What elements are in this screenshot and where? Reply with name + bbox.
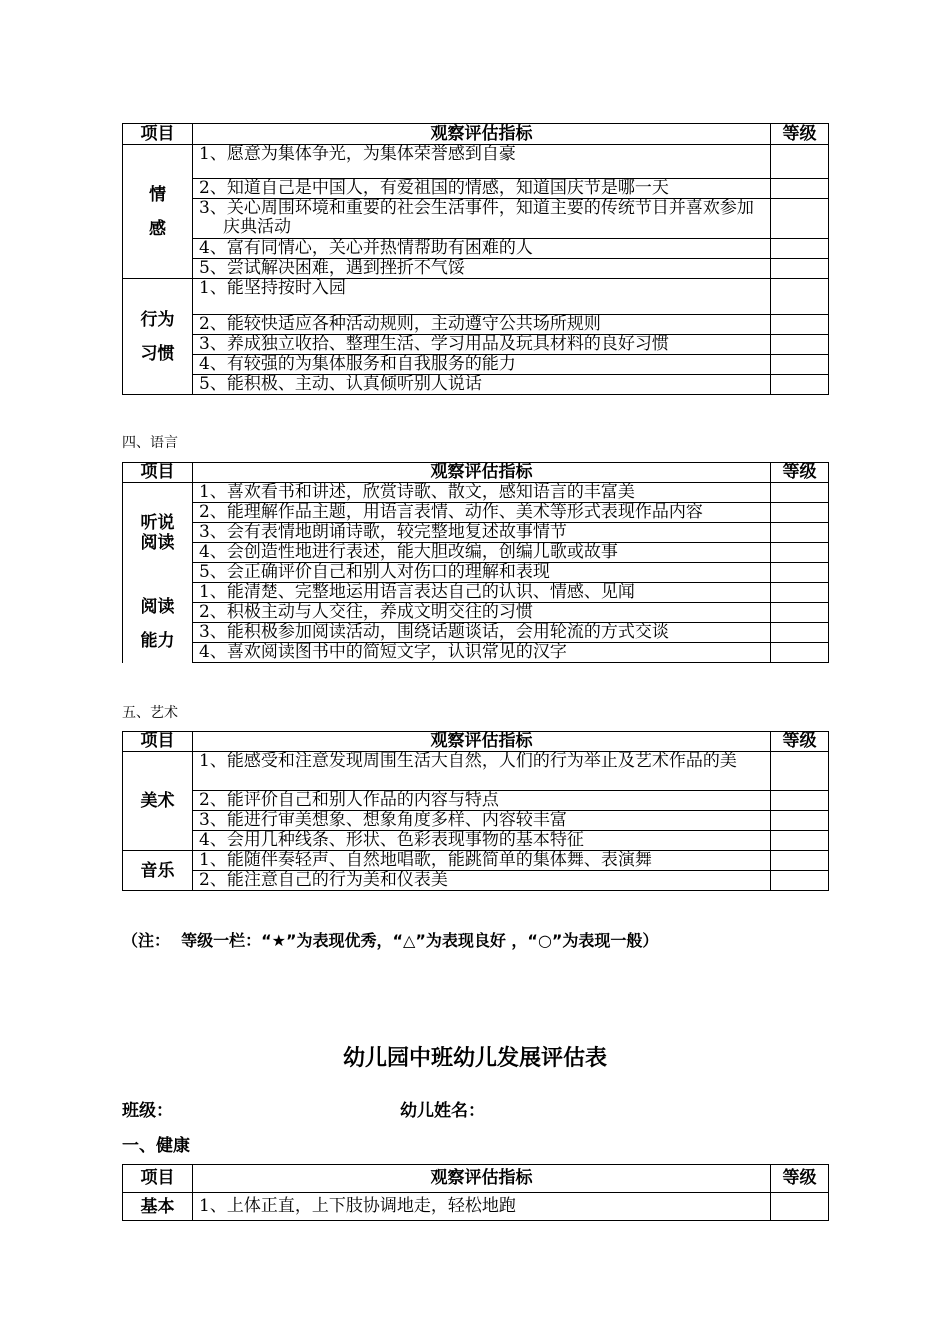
list-item: 5、尝试解决困难，遇到挫折不气馁 (193, 259, 771, 279)
list-item: 1、上体正直，上下肢协调地走，轻松地跑 (193, 1193, 771, 1221)
col-header-indicator: 观察评估指标 (193, 124, 771, 145)
grade-cell[interactable] (771, 315, 829, 335)
grade-cell[interactable] (771, 483, 829, 503)
col-header-item: 项目 (123, 732, 193, 752)
grade-cell[interactable] (771, 355, 829, 375)
col-header-item: 项目 (123, 463, 193, 483)
list-item: 4、会创造性地进行表述，能大胆改编，创编儿歌或故事 (193, 543, 771, 563)
category-emotion: 情 感 (123, 145, 193, 279)
grade-cell[interactable] (771, 811, 829, 831)
grade-cell[interactable] (771, 623, 829, 643)
list-item: 3、养成独立收拾、整理生活、学习用品及玩具材料的良好习惯 (193, 335, 771, 355)
col-header-item: 项目 (123, 124, 193, 145)
list-item: 5、会正确评价自己和别人对伤口的理解和表现 (193, 563, 771, 583)
list-item: 1、能随伴奏轻声、自然地唱歌，能跳简单的集体舞、表演舞 (193, 851, 771, 871)
grade-cell[interactable] (771, 145, 829, 179)
col-header-grade: 等级 (771, 463, 829, 483)
grade-cell[interactable] (771, 179, 829, 199)
col-header-indicator: 观察评估指标 (193, 463, 771, 483)
grade-cell[interactable] (771, 335, 829, 355)
col-header-grade: 等级 (771, 1165, 829, 1193)
table-social (122, 123, 829, 395)
list-item: 4、有较强的为集体服务和自我服务的能力 (193, 355, 771, 375)
list-item: 1、能感受和注意发现周围生活大自然，人们的行为举止及艺术作品的美 (193, 752, 771, 791)
list-item: 2、能理解作品主题，用语言表情、动作、美术等形式表现作品内容 (193, 503, 771, 523)
grade-cell[interactable] (771, 851, 829, 871)
list-item: 1、能坚持按时入园 (193, 279, 771, 315)
grade-cell[interactable] (771, 752, 829, 791)
grade-cell[interactable] (771, 239, 829, 259)
col-header-indicator: 观察评估指标 (193, 732, 771, 752)
list-item: 3、关心周围环境和重要的社会生活事件，知道主要的传统节日并喜欢参加庆典活动 (193, 199, 771, 239)
list-item: 2、知道自己是中国人，有爱祖国的情感，知道国庆节是哪一天 (193, 179, 771, 199)
list-item: 1、愿意为集体争光，为集体荣誉感到自豪 (193, 145, 771, 179)
grade-cell[interactable] (771, 1193, 829, 1221)
list-item: 3、会有表情地朗诵诗歌，较完整地复述故事情节 (193, 523, 771, 543)
grade-cell[interactable] (771, 563, 829, 583)
class-label: 班级： (122, 1101, 173, 1121)
table-language (122, 462, 829, 663)
category-language: 听说 阅读 阅读 能力 (123, 483, 193, 663)
grade-cell[interactable] (771, 503, 829, 523)
category-music: 音乐 (123, 851, 193, 891)
col-header-item: 项目 (123, 1165, 193, 1193)
list-item: 4、富有同情心，关心并热情帮助有困难的人 (193, 239, 771, 259)
grade-legend-note: （注： 等级一栏：“★”为表现优秀，“△”为表现良好 ，“○”为表现一般） (122, 931, 659, 950)
col-header-grade: 等级 (771, 732, 829, 752)
col-header-grade: 等级 (771, 124, 829, 145)
list-item: 3、能进行审美想象、想象角度多样、内容较丰富 (193, 811, 771, 831)
grade-cell[interactable] (771, 583, 829, 603)
grade-cell[interactable] (771, 603, 829, 623)
list-item: 5、能积极、主动、认真倾听别人说话 (193, 375, 771, 395)
grade-cell[interactable] (771, 543, 829, 563)
col-header-indicator: 观察评估指标 (193, 1165, 771, 1193)
grade-cell[interactable] (771, 375, 829, 395)
list-item: 2、能注意自己的行为美和仪表美 (193, 871, 771, 891)
list-item: 2、能较快适应各种活动规则，主动遵守公共场所规则 (193, 315, 771, 335)
section-health-label: 一、健康 (122, 1136, 190, 1156)
table-health (122, 1164, 829, 1221)
category-basic: 基本 (123, 1193, 193, 1221)
category-fine-art: 美术 (123, 752, 193, 851)
child-name-label: 幼儿姓名： (400, 1101, 485, 1121)
list-item: 4、喜欢阅读图书中的简短文字，认识常见的汉字 (193, 643, 771, 663)
table-art (122, 731, 829, 891)
list-item: 1、能清楚、完整地运用语言表达自己的认识、情感、见闻 (193, 583, 771, 603)
page-title: 幼儿园中班幼儿发展评估表 (342, 1046, 607, 1071)
grade-cell[interactable] (771, 831, 829, 851)
list-item: 1、喜欢看书和讲述，欣赏诗歌、散文，感知语言的丰富美 (193, 483, 771, 503)
section-language-label: 四、语言 (122, 435, 178, 451)
list-item: 2、能评价自己和别人作品的内容与特点 (193, 791, 771, 811)
category-habits: 行为 习惯 (123, 279, 193, 395)
grade-cell[interactable] (771, 791, 829, 811)
grade-cell[interactable] (771, 643, 829, 663)
grade-cell[interactable] (771, 259, 829, 279)
grade-cell[interactable] (771, 871, 829, 891)
list-item: 4、会用几种线条、形状、色彩表现事物的基本特征 (193, 831, 771, 851)
grade-cell[interactable] (771, 279, 829, 315)
list-item: 2、积极主动与人交往，养成文明交往的习惯 (193, 603, 771, 623)
section-art-label: 五、艺术 (122, 705, 178, 721)
grade-cell[interactable] (771, 523, 829, 543)
grade-cell[interactable] (771, 199, 829, 239)
list-item: 3、能积极参加阅读活动，围绕话题谈话，会用轮流的方式交谈 (193, 623, 771, 643)
